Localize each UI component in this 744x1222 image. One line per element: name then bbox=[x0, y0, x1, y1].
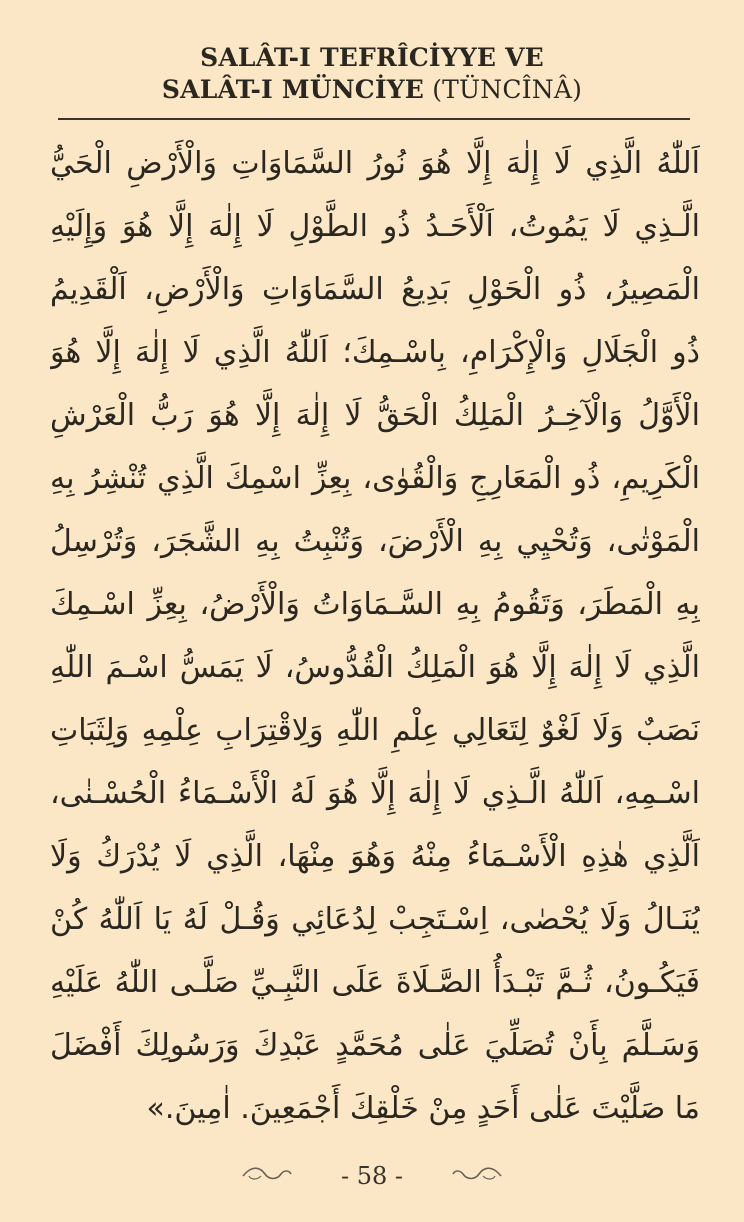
swirl-ornament-right-icon bbox=[451, 1164, 503, 1189]
text-line: الْكَرِيمِ، ذُو الْمَعَارِجِ وَالْقُوٰى، بِعِزِّ اسْمِكَ الَّذِي تُنْشِرُ بِهِ bbox=[50, 461, 700, 496]
text-line: الْمَصِيرُ، ذُو الْحَوْلِ بَدِيعُ السَّمَاوَاتِ وَالْأَرْضِ، اَلْقَدِيمُ bbox=[50, 272, 700, 307]
header-title-line-2-light: (TÜNCÎNÂ) bbox=[432, 75, 583, 104]
text-line: اسْـمِهِ، اَللّٰهُ الَّـذِي لَا إِلٰهَ إِلَّا هُوَ لَهُ الْأَسْـمَاءُ الْحُسْـنٰى، bbox=[50, 776, 700, 811]
text-line: ذُو الْجَلَالِ وَالْإِكْرَامِ، بِاسْـمِكَ؛ اَللّٰهُ الَّذِي لَا إِلٰهَ إِلَّا هُوَ bbox=[50, 335, 700, 370]
page-footer bbox=[0, 1162, 744, 1202]
text-line: مَا صَلَّيْتَ عَلٰى أَحَدٍ مِنْ خَلْقِكَ أَجْمَعِينَ. اٰمِينَ.» bbox=[146, 1091, 700, 1126]
header-title-line-2 bbox=[0, 74, 744, 106]
text-line: الْأَوَّلُ وَالْآخِـرُ الْمَلِكُ الْحَقُّ لَا إِلٰهَ إِلَّا هُوَ رَبُّ الْعَرْشِ bbox=[50, 398, 700, 433]
text-line: الَّذِي لَا إِلٰهَ إِلَّا هُوَ الْمَلِكُ الْقُدُّوسُ، لَا يَمَسُّ اسْـمَ اللّٰهِ bbox=[50, 650, 700, 685]
header-rule bbox=[58, 118, 690, 120]
text-line: وَسَـلَّمَ بِأَنْ تُصَلِّيَ عَلٰى مُحَمَّدٍ عَبْدِكَ وَرَسُولِكَ أَفْضَلَ bbox=[50, 1028, 700, 1063]
text-line: اَلَّذِي هٰذِهِ الْأَسْـمَاءُ مِنْهُ وَهُوَ مِنْهَا، الَّذِي لَا يُدْرَكُ وَلَا bbox=[50, 839, 700, 874]
header-title-line-1: SALÂT-I TEFRÎCİYYE VE bbox=[200, 43, 544, 72]
text-line: الَّـذِي لَا يَمُوتُ، اَلْأَحَـدُ ذُو الطَّوْلِ لَا إِلٰهَ إِلَّا هُوَ وَإِلَيْهِ bbox=[50, 209, 700, 244]
page-header bbox=[0, 42, 744, 106]
header-title-line-2-bold: SALÂT-I MÜNCİYE bbox=[161, 75, 425, 104]
text-line: يُنَـالُ وَلَا يُحْصٰى، اِسْـتَجِبْ لِدُعَائِي وَقُـلْ لَهُ يَا اَللّٰهُ كُنْ bbox=[50, 902, 700, 937]
swirl-ornament-left-icon bbox=[241, 1164, 293, 1189]
page-number: - 58 - bbox=[340, 1162, 403, 1190]
text-line: فَيَكُـونُ، ثُـمَّ تَبْـدَأُ الصَّـلَاةَ عَلَى النَّبِـيِّ صَلَّـى اللّٰهُ عَلَيْهِ bbox=[50, 965, 700, 1000]
text-line: بِهِ الْمَطَرَ، وَتَقُومُ بِهِ السَّـمَاوَاتُ وَالْأَرْضُ، بِعِزِّ اسْـمِكَ bbox=[50, 587, 700, 622]
text-line: الْمَوْتٰى، وَتُحْيِي بِهِ الْأَرْضَ، وَتُنْبِتُ بِهِ الشَّجَرَ، وَتُرْسِلُ bbox=[50, 524, 700, 559]
arabic-prayer-text bbox=[50, 132, 700, 1140]
text-line: نَصَبٌ وَلَا لَغْوٌ لِتَعَالِي عِلْمِ اللّٰهِ وَلِاقْتِرَابِ عِلْمِهِ وَلِثَبَاتِ bbox=[50, 713, 700, 748]
text-line: اَللّٰهُ الَّذِي لَا إِلٰهَ إِلَّا هُوَ نُورُ السَّمَاوَاتِ وَالْأَرْضِ الْحَيُّ bbox=[50, 146, 700, 181]
